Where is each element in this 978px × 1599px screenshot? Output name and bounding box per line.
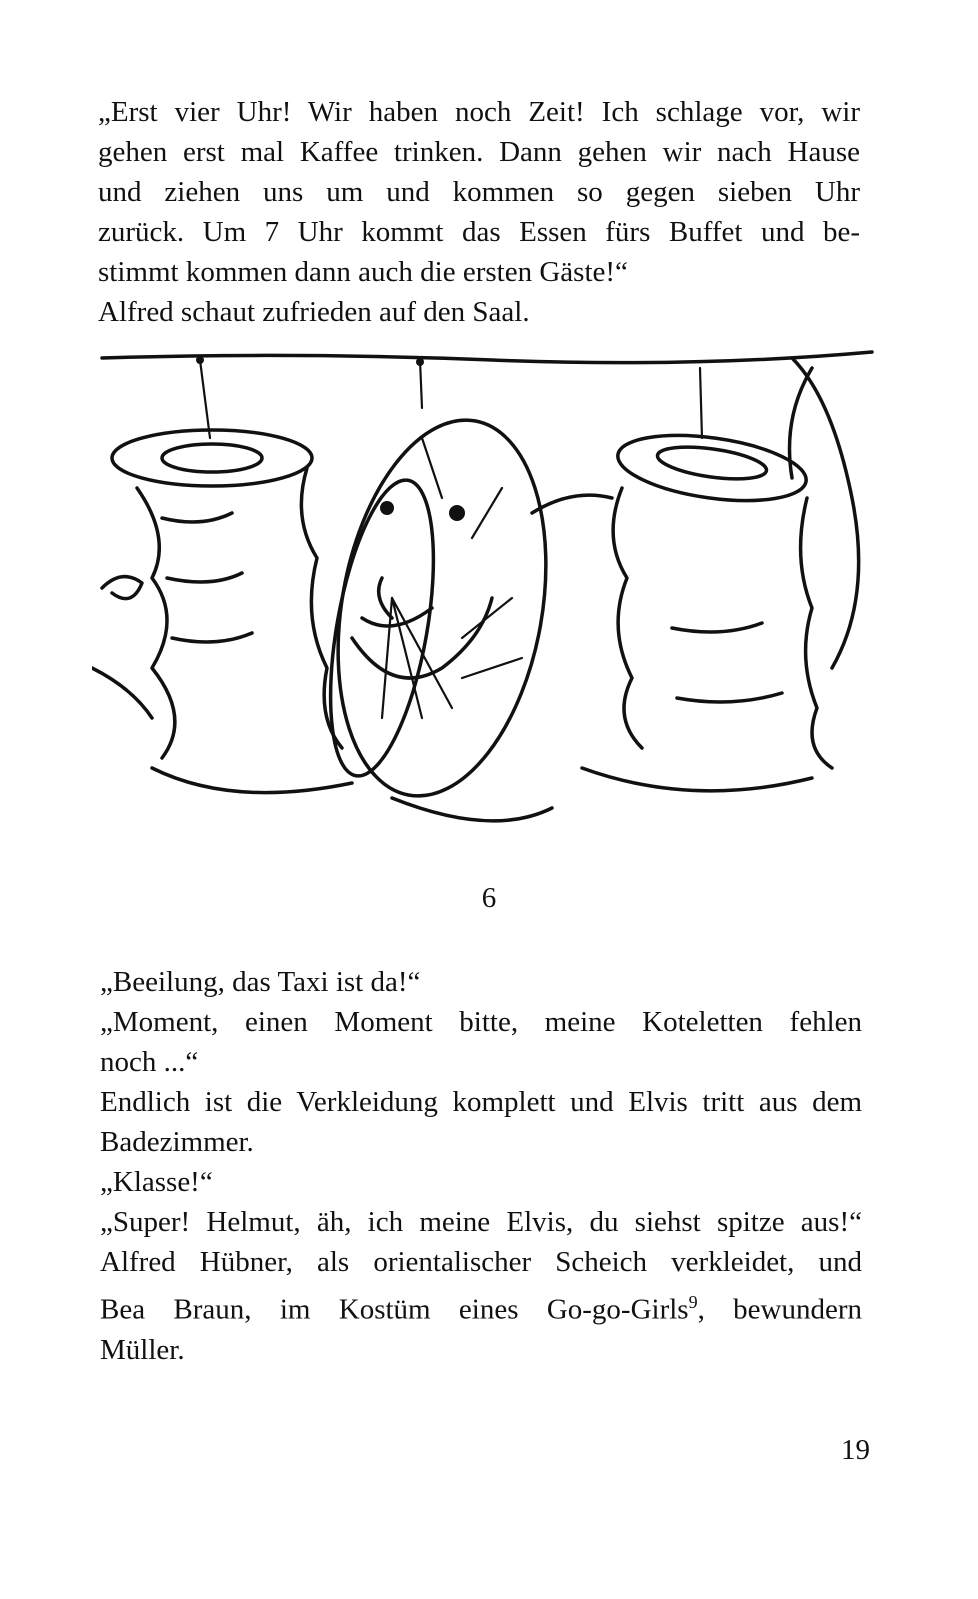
text-line: „Erst vier Uhr! Wir haben noch Zeit! Ich schlage vor, wir (98, 96, 860, 128)
text-line: „Moment, einen Moment bitte, meine Koteletten fehlen (100, 1006, 862, 1038)
text-line: „Super! Helmut, äh, ich meine Elvis, du siehst spitze aus!“ (100, 1206, 862, 1238)
text-line: und ziehen uns um und kommen so gegen sieben Uhr (98, 176, 860, 208)
text-line-with-footnote (100, 1282, 862, 1330)
text-line: Müller. (100, 1333, 185, 1366)
text-line: „Beeilung, das Taxi ist da!“ (100, 966, 421, 998)
text-line: Endlich ist die Verkleidung komplett und Elvis tritt aus dem (100, 1086, 862, 1118)
text-line: Alfred schaut zufrieden auf den Saal. (98, 296, 530, 328)
text-line: stimmt kommen dann auch die ersten Gäste!“ (98, 256, 628, 288)
spools-drawing (92, 338, 882, 858)
text-line: gehen erst mal Kaffee trinken. Dann gehen wir nach Hause (98, 136, 860, 168)
footnote-marker: 9 (688, 1292, 698, 1312)
text-segment: Bea Braun, im Kostüm eines Go-go-Girls (100, 1293, 689, 1326)
text-block-top (98, 92, 860, 332)
text-line: zurück. Um 7 Uhr kommt das Essen fürs Buffet und be- (98, 216, 860, 248)
text-line: Badezimmer. (100, 1126, 254, 1158)
text-block-bottom (100, 962, 862, 1370)
chapter-number: 6 (481, 882, 497, 914)
text-line: „Klasse!“ (100, 1166, 213, 1198)
page-number: 19 (841, 1434, 870, 1466)
thread-spools-illustration (92, 338, 882, 858)
text-line: noch ...“ (100, 1046, 199, 1078)
text-line: Alfred Hübner, als orientalischer Scheich verkleidet, und (100, 1246, 862, 1278)
text-segment: , bewundern (697, 1293, 863, 1326)
